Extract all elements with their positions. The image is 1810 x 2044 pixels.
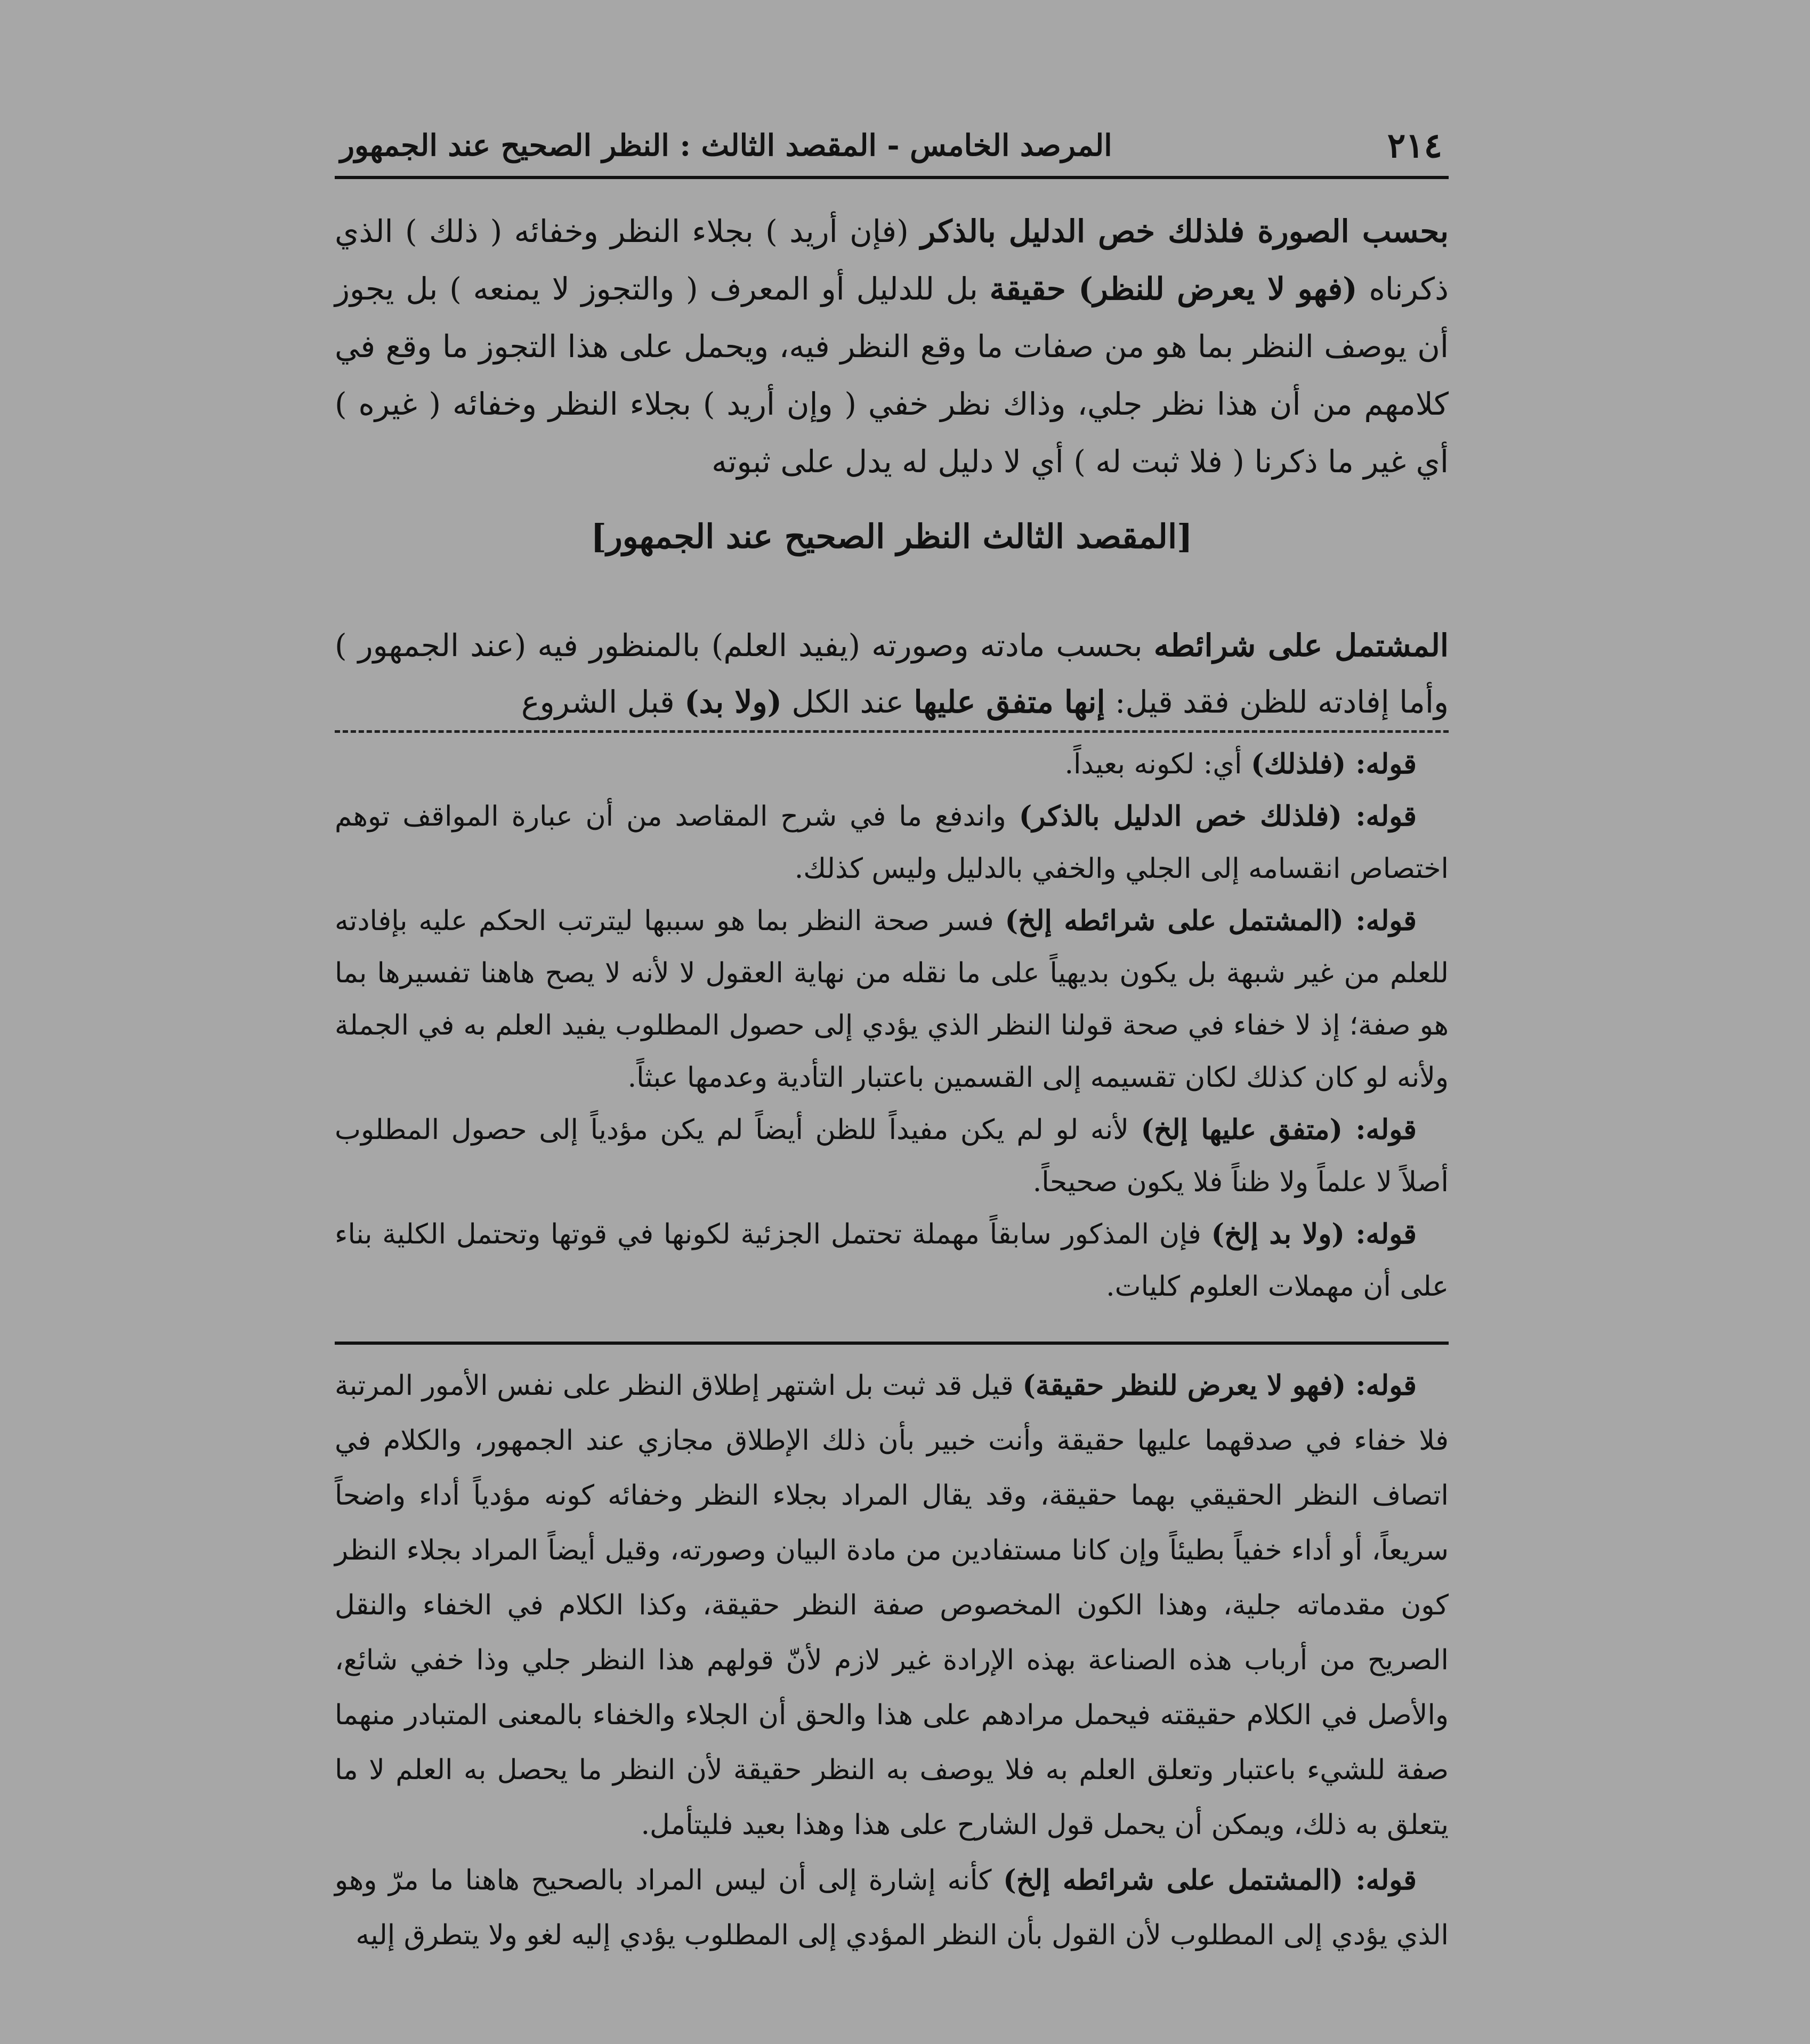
note-lead: قوله: (المشتمل على شرائطه إلخ) — [1003, 1864, 1417, 1896]
main-text — [335, 203, 1449, 490]
dashed-divider — [335, 730, 1449, 733]
main-paragraph — [335, 203, 1449, 490]
solid-divider — [335, 1342, 1449, 1345]
note-text: فإن المذكور سابقاً مهملة تحتمل الجزئية لكونها في قوتها وتحتمل الكلية بناء على أن مهملات العلوم كليات. — [335, 1218, 1449, 1303]
text-run: عند الكل — [781, 684, 914, 720]
note-text: أي: لكونه بعيداً. — [1064, 748, 1251, 780]
bold-phrase: (ولا بد) — [684, 684, 782, 720]
note-item — [335, 895, 1449, 1104]
text-run: قبل الشروع — [521, 684, 685, 720]
section-heading: [المقصد الثالث النظر الصحيح عند الجمهور] — [591, 517, 1193, 556]
note-item — [335, 1358, 1449, 1853]
note-text: لأنه لو لم يكن مفيداً للظن أيضاً لم يكن مؤدياً إلى حصول المطلوب أصلاً لا علماً ولا ظناً فلا يكون صحيحاً. — [335, 1114, 1449, 1198]
note-item — [335, 738, 1449, 790]
bold-phrase: المشتمل على شرائطه — [1153, 627, 1449, 664]
note-text: واندفع ما في شرح المقاصد من أن عبارة المواقف توهم اختصاص انقسامه إلى الجلي والخفي بالدليل وليس كذلك. — [335, 801, 1449, 885]
text-run: (فإن أريد ) بجلاء النظر وخفائه ( ذلك ) الذي ذكرناه — [335, 213, 1449, 307]
running-title: المرصد الخامس - المقصد الثالث : النظر الصحيح عند الجمهور — [340, 128, 1112, 163]
page-header — [335, 117, 1449, 179]
text-run: بحسب مادته وصورته (يفيد العلم) بالمنظور فيه (عند الجمهور ) وأما إفادته للظن فقد قيل: — [335, 627, 1449, 720]
book-page — [335, 107, 1449, 2004]
text-run: بل للدليل أو المعرف ( والتجوز لا يمنعه ) بل يجوز أن يوصف النظر بما هو من صفات ما وقع النظر فيه، ويحمل على هذا التجوز ما وقع في كلامهم من أن هذا نظر جلي، وذاك نظر خفي ( وإن أريد ) بجلاء النظر وخفائه ( غيره ) أي غير ما ذكرنا ( فلا ثبت له ) أي لا دليل له يدل على ثبوته — [335, 271, 1449, 480]
note-text: فسر صحة النظر بما هو سببها ليترتب الحكم عليه بإفادته للعلم من غير شبهة بل يكون بديهياً على ما نقله من نهاية العقول لا لأنه لا يصح هاهنا تفسيرها بما هو صفة؛ إذ لا خفاء في صحة قولنا النظر الذي يؤدي إلى حصول المطلوب يفيد العلم به في الجملة ولأنه لو كان كذلك لكان تقسيمه إلى القسمين باعتبار التأدية وعدمها عبثاً. — [335, 905, 1449, 1094]
note-item — [335, 790, 1449, 895]
commentary-notes — [335, 738, 1449, 1313]
section-text — [335, 586, 1449, 761]
note-text: قيل قد ثبت بل اشتهر إطلاق النظر على نفس الأمور المرتبة فلا خفاء في صدقهما عليها حقيقة وأنت خبير بأن ذلك الإطلاق مجازي عند الجمهور، والكلام في اتصاف النظر الحقيقي بهما حقيقة، وقد يقال المراد بجلاء النظر وخفائه كونه مؤدياً أداء واضحاً سريعاً، أو أداء خفياً بطيئاً وإن كانا مستفادين من مادة البيان وصورته، وقيل أيضاً المراد بجلاء النظر كون مقدماته جلية، وهذا الكون المخصوص صفة النظر حقيقة، وكذا الكلام في الخفاء والنقل الصريح من أرباب هذه الصناعة بهذه الإرادة غير لازم لأنّ قولهم هذا النظر جلي وذا خفي شائع، والأصل في الكلام حقيقته فيحمل مرادهم على هذا والحق أن الجلاء والخفاء بالمعنى المتبادر منهما صفة للشيء باعتبار وتعلق العلم به فلا يوصف به النظر حقيقة لأن النظر ما يحصل به العلم لا ما يتعلق به ذلك، ويمكن أن يحمل قول الشارح على هذا وهذا بعيد فليتأمل. — [335, 1370, 1449, 1841]
note-lead: قوله: (ولا بد إلخ) — [1211, 1218, 1417, 1250]
note-lead: قوله: (فهو لا يعرض للنظر حقيقة) — [1022, 1369, 1417, 1402]
bold-phrase: (فهو لا يعرض للنظر) حقيقة — [989, 271, 1358, 307]
note-lead: قوله: (المشتمل على شرائطه إلخ) — [1005, 904, 1417, 937]
bold-phrase: إنها متفق عليها — [914, 684, 1105, 720]
note-lead: قوله: (متفق عليها إلخ) — [1141, 1113, 1417, 1146]
bold-phrase: بحسب الصورة فلذلك خص الدليل بالذكر — [920, 213, 1449, 249]
note-lead: قوله: (فلذلك خص الدليل بالذكر) — [1019, 800, 1417, 833]
section-paragraph — [335, 617, 1449, 730]
lower-commentary — [335, 1358, 1449, 1963]
note-lead: قوله: (فلذلك) — [1251, 748, 1417, 780]
note-item — [335, 1208, 1449, 1313]
note-text: كأنه إشارة إلى أن ليس المراد بالصحيح هاهنا ما مرّ وهو الذي يؤدي إلى المطلوب لأن القول بأن النظر المؤدي إلى المطلوب يؤدي إليه لغو ولا يتطرق إليه — [335, 1864, 1449, 1951]
note-item — [335, 1104, 1449, 1208]
note-item — [335, 1853, 1449, 1963]
page-number: ٢١٤ — [1387, 126, 1442, 166]
